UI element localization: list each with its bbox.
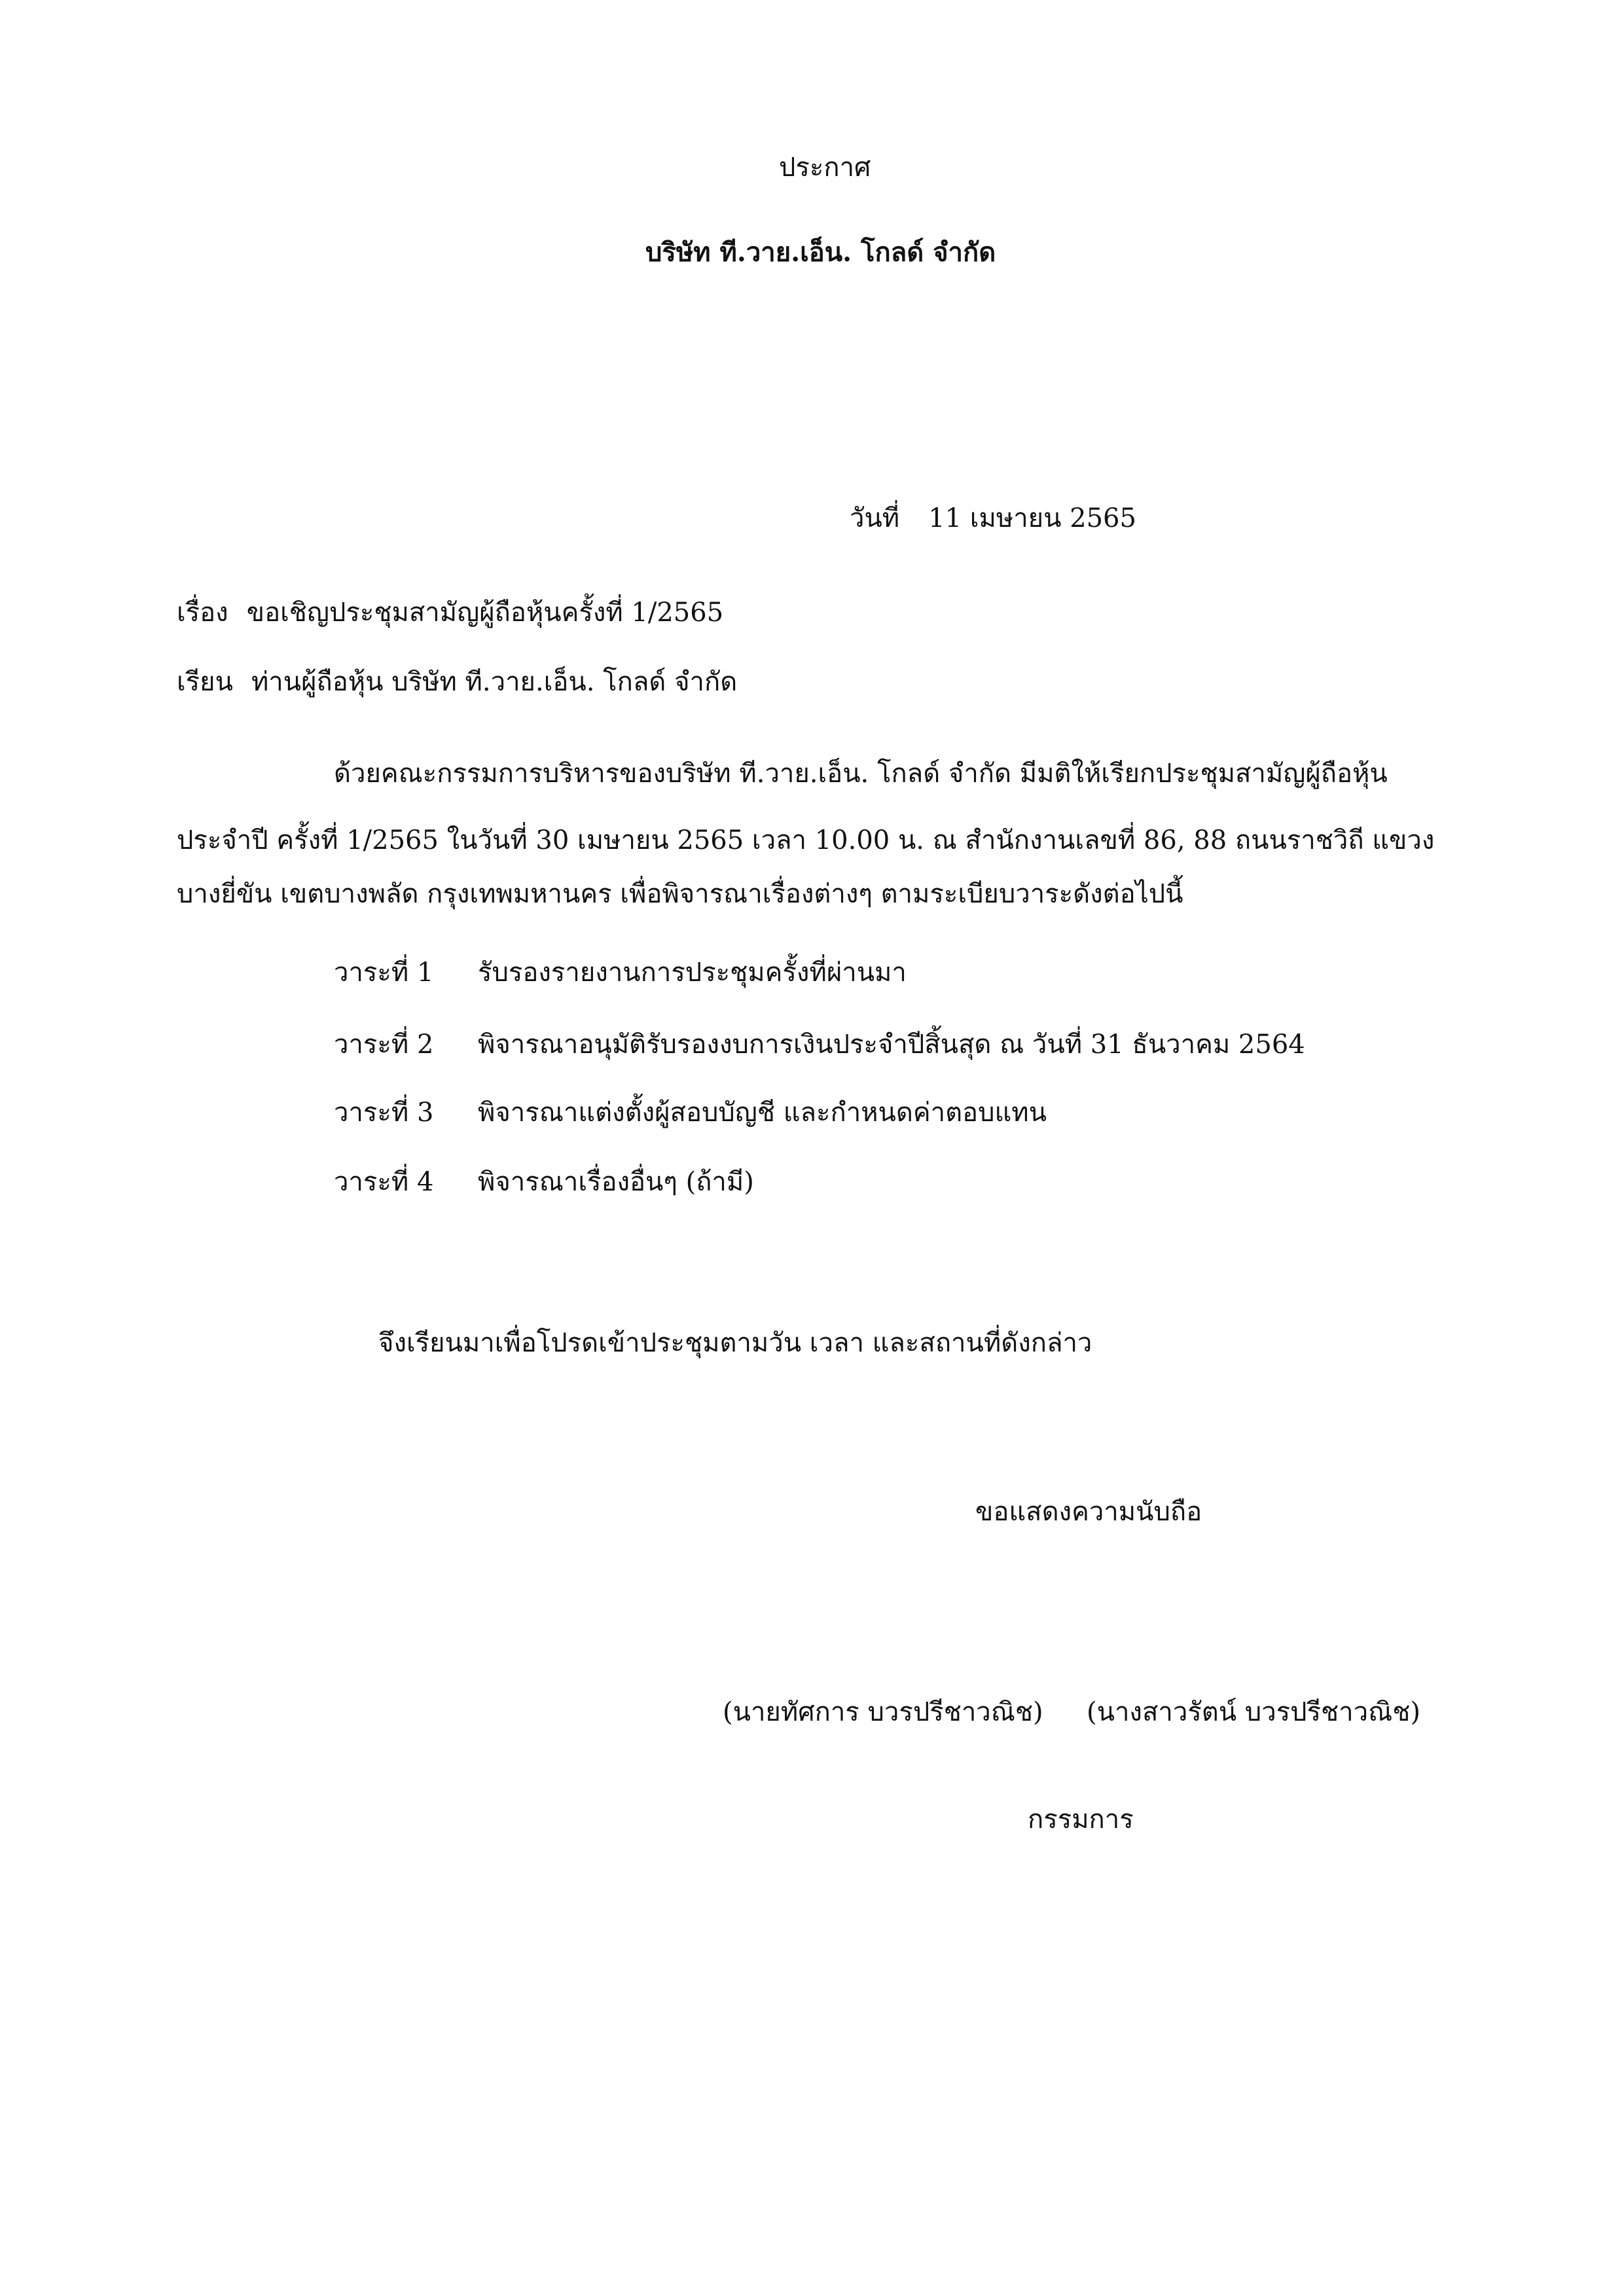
agenda-number: วาระที่ 4 <box>334 1167 434 1197</box>
body-paragraph-line: ประจำปี ครั้งที่ 1/2565 ในวันที่ 30 เมษายน 2565 เวลา 10.00 น. ณ สำนักงานเลขที่ 86, 88 ถนนราชวิถี แขวง <box>177 825 1435 855</box>
signer-name: (นายทัศการ บวรปรีชาวณิช) <box>723 1697 1043 1727</box>
addressee-line <box>177 669 737 695</box>
announcement-title: ประกาศ <box>779 152 871 183</box>
signer-name: (นางสาวรัตน์ บวรปรีชาวณิช) <box>1087 1697 1420 1727</box>
agenda-number: วาระที่ 3 <box>334 1098 434 1128</box>
body-paragraph-line: ด้วยคณะกรรมการบริหารของบริษัท ที.วาย.เอ็น. โกลด์ จำกัด มีมติให้เรียกประชุมสามัญผู้ถือหุ้น <box>334 759 1388 789</box>
agenda-number: วาระที่ 2 <box>334 1030 434 1060</box>
subject-label: เรื่อง <box>177 598 228 628</box>
subject-line <box>177 600 723 626</box>
complimentary-close: ขอแสดงความนับถือ <box>975 1497 1202 1527</box>
agenda-item <box>334 1100 1047 1126</box>
addressee-text: ท่านผู้ถือหุ้น บริษัท ที.วาย.เอ็น. โกลด์ จำกัด <box>251 667 738 697</box>
body-paragraph-line: บางยี่ขัน เขตบางพลัด กรุงเทพมหานคร เพื่อพิจารณาเรื่องต่างๆ ตามระเบียบวาระดังต่อไปนี้ <box>177 879 1183 909</box>
agenda-text: รับรองรายงานการประชุมครั้งที่ผ่านมา <box>478 958 907 988</box>
agenda-text: พิจารณาเรื่องอื่นๆ (ถ้ามี) <box>478 1167 754 1197</box>
agenda-item <box>334 960 907 986</box>
addressee-label: เรียน <box>177 667 233 697</box>
agenda-text: พิจารณาแต่งตั้งผู้สอบบัญชี และกำหนดค่าตอบแทน <box>478 1098 1047 1128</box>
date-value: 11 เมษายน 2565 <box>928 503 1136 533</box>
closing-sentence: จึงเรียนมาเพื่อโปรดเข้าประชุมตามวัน เวลา และสถานที่ดังกล่าว <box>378 1328 1092 1358</box>
signer-role: กรรมการ <box>1028 1804 1134 1835</box>
date-label: วันที่ <box>850 503 900 533</box>
agenda-number: วาระที่ 1 <box>334 958 434 988</box>
agenda-item <box>334 1169 754 1195</box>
agenda-text: พิจารณาอนุมัติรับรองงบการเงินประจำปีสิ้นสุด ณ วันที่ 31 ธันวาคม 2564 <box>478 1030 1305 1060</box>
agenda-item <box>334 1031 1305 1058</box>
date-line <box>850 505 1136 531</box>
company-name: บริษัท ที.วาย.เอ็น. โกลด์ จำกัด <box>645 237 996 268</box>
subject-text: ขอเชิญประชุมสามัญผู้ถือหุ้นครั้งที่ 1/2565 <box>246 598 724 628</box>
